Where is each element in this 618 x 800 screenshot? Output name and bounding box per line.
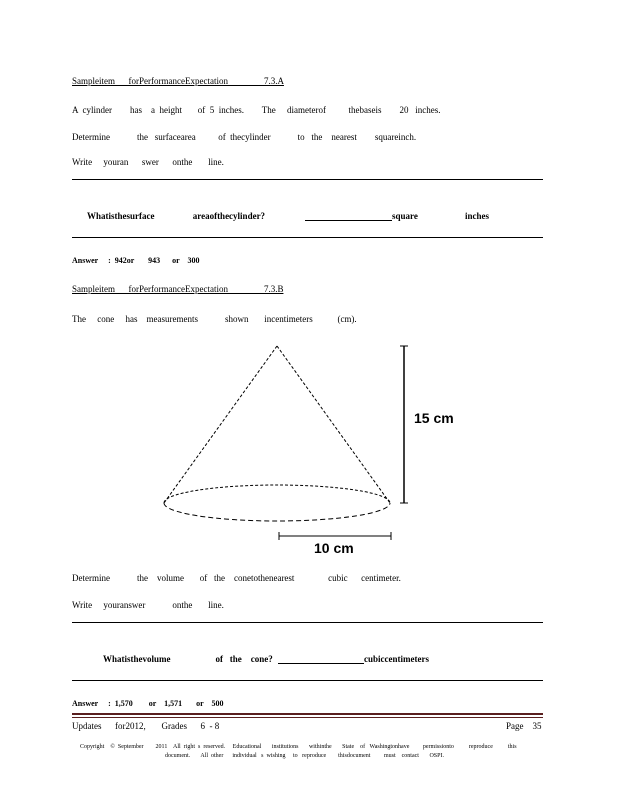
item1-answer: Answer : 942or 943 or 300 <box>72 256 200 265</box>
item1-unit2: inches <box>465 211 490 221</box>
item2-answer-blank <box>278 663 364 664</box>
item1-question: Whatisthesurface areaofthecylinder? <box>87 211 266 221</box>
item2-answer: Answer : 1,570 or 1,571 or 500 <box>72 699 224 708</box>
footer-page-number: Page 35 <box>506 721 542 731</box>
item2-blank-unit: cubiccentimeters <box>364 654 429 664</box>
item1-heading: Sampleitem forPerformanceExpectation 7.3.A <box>72 76 284 86</box>
item2-line1: The cone has measurements shown incentimeters (cm). <box>72 314 357 324</box>
item2-rule-bottom <box>72 680 543 681</box>
height-label: 15 cm <box>414 410 454 426</box>
item1-line3: Write youran swer onthe line. <box>72 157 224 167</box>
cone-left-edge <box>164 346 277 503</box>
footer-rule-thin <box>72 717 543 718</box>
item2-heading: Sampleitem forPerformanceExpectation 7.3.B <box>72 284 284 294</box>
footer-left: Updates for2012, Grades 6 - 8 <box>72 721 220 731</box>
item2-line3: Write youranswer onthe line. <box>72 600 224 610</box>
footer-copyright-1: Copyright © September 2011 All right s reserved. Educational institutions withinthe State of Washingtonhave permissionto reproduce this <box>80 744 517 750</box>
cone-base-front <box>164 503 390 521</box>
cone-right-edge <box>277 346 390 503</box>
item1-line2: Determine the surfacearea of thecylinder to the nearest squareinch. <box>72 132 417 142</box>
item2-question: Whatisthevolume of the cone? <box>103 654 273 664</box>
item1-blank-unit: square <box>392 211 418 221</box>
cone-base-back <box>164 485 390 503</box>
diameter-label: 10 cm <box>314 540 354 556</box>
footer-rule-thick <box>72 713 543 715</box>
footer-copyright-2: document. All other individual s wishing to reproduce thisdocument must contact OSPI. <box>165 753 444 759</box>
item2-rule-top <box>72 622 543 623</box>
item1-line1: A cylinder has a height of 5 inches. The diameterof thebaseis 20 inches. <box>72 105 441 115</box>
item2-line2: Determine the volume of the conetothenearest cubic centimeter. <box>72 573 401 583</box>
